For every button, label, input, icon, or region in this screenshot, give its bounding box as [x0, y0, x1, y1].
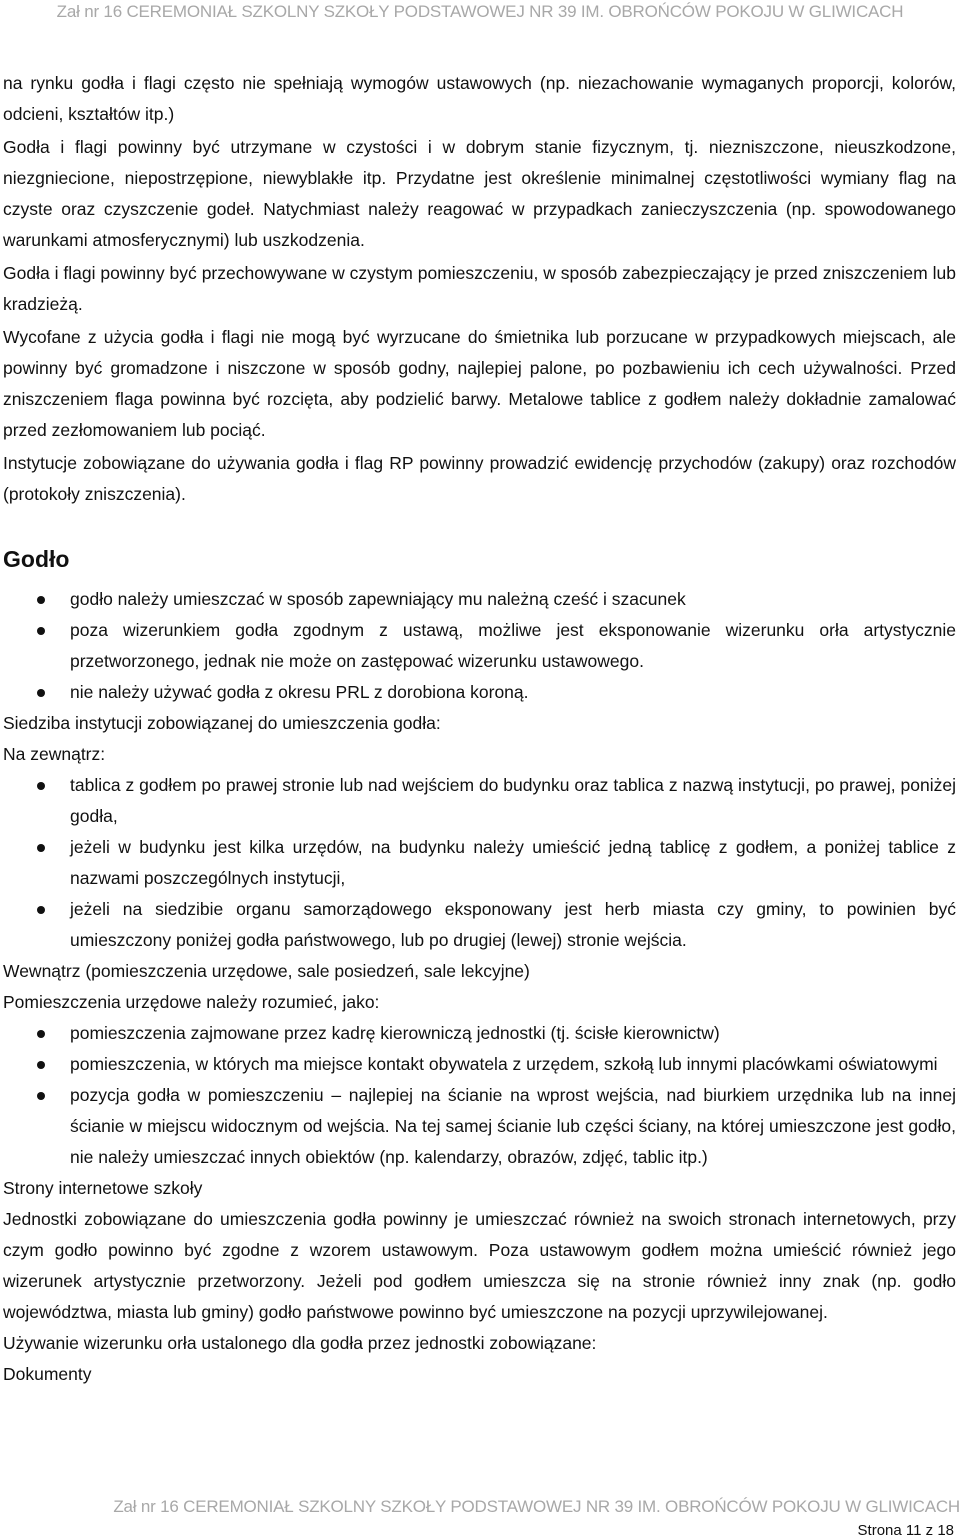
list-item [3, 894, 956, 956]
bullet-list [3, 1018, 956, 1173]
list-item-text: pomieszczenia, w których ma miejsce kontakt obywatela z urzędem, szkołą lub innymi placówkami oświatowymi [70, 1054, 938, 1074]
bullet-list [3, 770, 956, 956]
list-item [3, 832, 956, 894]
list-item-text: jeżeli na siedzibie organu samorządowego eksponowany jest herb miasta czy gminy, to powinien być umieszczony poniżej godła państwowego, lub po drugiej (lewej) stronie wejścia. [70, 899, 956, 950]
paragraph: Jednostki zobowiązane do umieszczenia godła powinny je umieszczać również na swoich stronach internetowych, przy czym godło powinno być zgodne z wzorem ustawowym. Poza ustawowym godłem można umieścić również jego wizerunek artystycznie przetworzony. Jeżeli pod godłem umieszcza się na stronie również inny znak (np. godło województwa, miasta lub gminy) godło państwowe powinno być umieszczone na pozycji uprzywilejowanej. [3, 1209, 956, 1322]
list-item [3, 1049, 956, 1080]
bullet-icon [37, 906, 45, 914]
text-line: Na zewnątrz: [3, 744, 106, 764]
document-body [3, 68, 956, 1390]
bullet-icon [37, 782, 45, 790]
list-item-text: pomieszczenia zajmowane przez kadrę kierowniczą jednostki (tj. ścisłe kierownictw) [70, 1023, 720, 1043]
bullet-icon [37, 1030, 45, 1038]
bullet-icon [37, 844, 45, 852]
list-item-text: pozycja godła w pomieszczeniu – najlepiej na ścianie na wprost wejścia, nad biurkiem urzędnika lub na innej ścianie w miejscu widocznym od wejścia. Na tej samej ścianie lub części ściany, na której umieszczone jest godło, nie należy umieszczać innych obiektów (np. kalendarzy, obrazów, zdjęć, tablic itp.) [70, 1085, 956, 1167]
list-item [3, 615, 956, 677]
text-line: Pomieszczenia urzędowe należy rozumieć, jako: [3, 992, 380, 1012]
list-item [3, 1018, 956, 1049]
list-item-text: poza wizerunkiem godła zgodnym z ustawą, możliwe jest eksponowanie wizerunku orła artystycznie przetworzonego, jednak nie może on zastępować wizerunku ustawowego. [70, 620, 956, 671]
list-item-text: godło należy umieszczać w sposób zapewniający mu należną cześć i szacunek [70, 589, 686, 609]
bullet-icon [37, 689, 45, 697]
list-item [3, 677, 956, 708]
text-line: Używanie wizerunku orła ustalonego dla godła przez jednostki zobowiązane: [3, 1333, 597, 1353]
text-line: Dokumenty [3, 1364, 92, 1384]
bullet-icon [37, 1061, 45, 1069]
paragraph: Instytucje zobowiązane do używania godła i flag RP powinny prowadzić ewidencję przychodów (zakupy) oraz rozchodów (protokoły zniszczenia). [3, 453, 956, 504]
section-heading: Godło [3, 546, 70, 572]
page-header: Zał nr 16 CEREMONIAŁ SZKOLNY SZKOŁY PODSTAWOWEJ NR 39 IM. OBROŃCÓW POKOJU W GLIWICACH [56, 2, 904, 21]
list-item-text: nie należy używać godła z okresu PRL z dorobiona koroną. [70, 682, 529, 702]
bullet-list [3, 584, 956, 708]
bullet-icon [37, 627, 45, 635]
bullet-icon [37, 1092, 45, 1100]
paragraph: Godła i flagi powinny być przechowywane w czystym pomieszczeniu, w sposób zabezpieczający je przed zniszczeniem lub kradzieżą. [3, 263, 956, 314]
text-line: Strony internetowe szkoły [3, 1178, 203, 1198]
page-footer: Zał nr 16 CEREMONIAŁ SZKOLNY SZKOŁY PODSTAWOWEJ NR 39 IM. OBROŃCÓW POKOJU W GLIWICACH [113, 1497, 960, 1516]
list-item [3, 1080, 956, 1173]
list-item [3, 770, 956, 832]
list-item [3, 584, 956, 615]
list-item-text: tablica z godłem po prawej stronie lub nad wejściem do budynku oraz tablica z nazwą instytucji, po prawej, poniżej godła, [70, 775, 956, 826]
list-item-text: jeżeli w budynku jest kilka urzędów, na budynku należy umieścić jedną tablicę z godłem, a poniżej tablice z nazwami poszczególnych instytucji, [70, 837, 956, 888]
page-number: Strona 11 z 18 [857, 1522, 954, 1539]
text-line: Siedziba instytucji zobowiązanej do umieszczenia godła: [3, 713, 441, 733]
paragraph: Wycofane z użycia godła i flagi nie mogą być wyrzucane do śmietnika lub porzucane w przypadkowych miejscach, ale powinny być gromadzone i niszczone w sposób godny, najlepiej palone, po pozbawieniu ich cech używalności. Przed zniszczeniem flaga powinna być rozcięta, aby podzielić barwy. Metalowe tablice z godłem należy dokładnie zamalować przed zezłomowaniem lub pociąć. [3, 327, 956, 440]
text-line: Wewnątrz (pomieszczenia urzędowe, sale posiedzeń, sale lekcyjne) [3, 961, 530, 981]
bullet-icon [37, 596, 45, 604]
paragraph: na rynku godła i flagi często nie spełniają wymogów ustawowych (np. niezachowanie wymaganych proporcji, kolorów, odcieni, kształtów itp.) [3, 73, 956, 124]
paragraph: Godła i flagi powinny być utrzymane w czystości i w dobrym stanie fizycznym, tj. niezniszczone, nieuszkodzone, niezgniecione, niepostrzępione, niewyblakłe itp. Przydatne jest określenie minimalnej częstotliwości wymiany flag na czyste oraz czyszczenie godeł. Natychmiast należy reagować w przypadkach zanieczyszczenia (np. spowodowanego warunkami atmosferycznymi) lub uszkodzenia. [3, 137, 956, 250]
